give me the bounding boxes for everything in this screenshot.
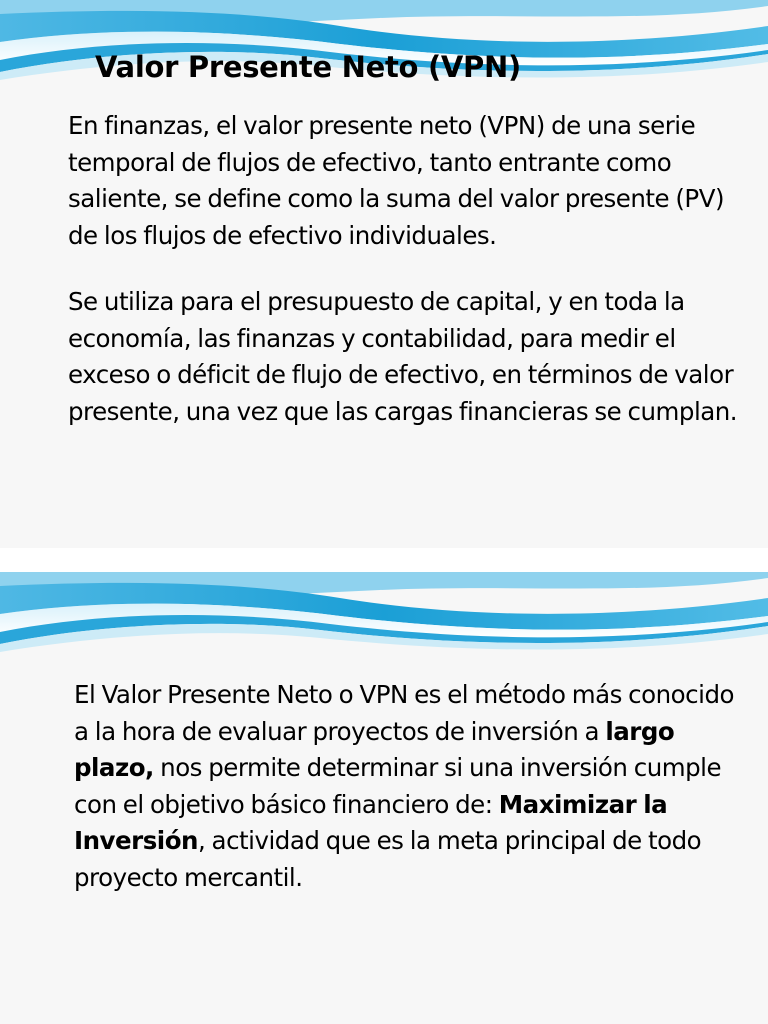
slide-separator	[0, 548, 768, 572]
slide-2	[0, 572, 768, 1024]
method-paragraph	[74, 677, 734, 896]
method-text-part1: El Valor Presente Neto o VPN es el método más conocido a la hora de evaluar proyectos de inversión a	[74, 680, 734, 746]
usage-paragraph: Se utiliza para el presupuesto de capital, y en toda la economía, las finanzas y contabilidad, para medir el exceso o déficit de flujo de efectivo, en términos de valor presente, una vez que las cargas financieras se cumplan.	[68, 287, 738, 426]
definition-paragraph: En finanzas, el valor presente neto (VPN) de una serie temporal de flujos de efectivo, tanto entrante como saliente, se define como la suma del valor presente (PV) de los flujos de efectivo individuales.	[68, 111, 725, 250]
method-bold-maximize: Maximizar la Inversión	[74, 789, 668, 855]
wave-header-decoration	[0, 572, 768, 662]
method-bold-long-term: largo plazo,	[74, 716, 675, 782]
slide-title: Valor Presente Neto (VPN)	[95, 50, 521, 84]
method-text-part2: nos permite determinar si una inversión cumple con el objetivo básico financiero de:	[74, 753, 722, 819]
method-text-part3: , actividad que es la meta principal de todo proyecto mercantil.	[74, 826, 702, 892]
